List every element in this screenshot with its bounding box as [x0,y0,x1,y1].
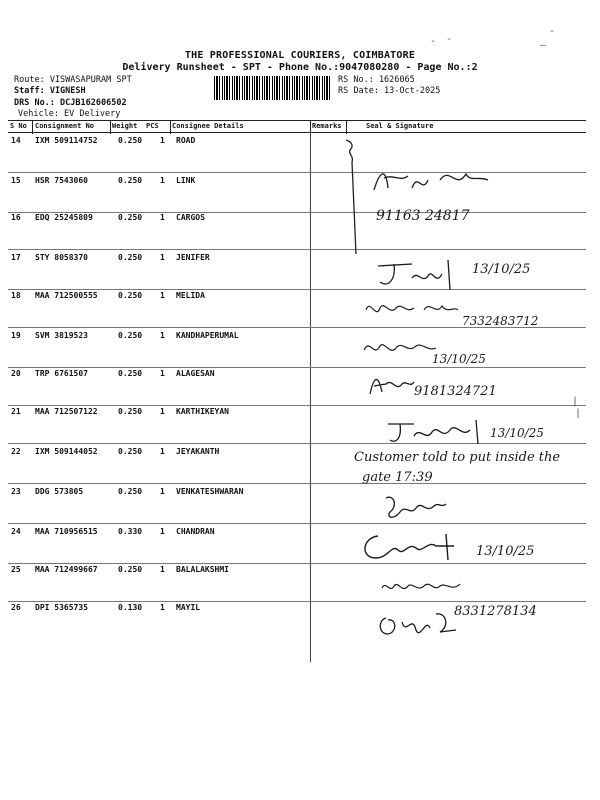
row-sno: 14 [11,136,21,145]
barcode [214,76,332,100]
row-sno: 16 [11,213,21,222]
row-pcs: 1 [160,407,165,416]
row-consignment: IXM 509114752 [35,136,98,145]
vehicle-label: Vehicle: EV Delivery [18,109,121,119]
row-weight: 0.250 [118,291,143,300]
row-consignee: LINK [176,176,196,185]
handwriting-phone: 9181324721 [414,384,497,399]
col-consignee: Consignee Details [172,122,244,130]
row-consignee: CHANDRAN [176,527,215,536]
signature-row-25 [378,576,468,598]
row-sno: 22 [11,447,21,456]
row-pcs: 1 [160,291,165,300]
signature-row-26 [376,608,466,644]
row-consignee: MAYIL [176,603,201,612]
row-weight: 0.250 [118,369,143,378]
handwriting-date: 13/10/25 [490,426,544,440]
table-row [8,484,586,524]
row-sno: 26 [11,603,21,612]
row-consignment: MAA 710956515 [35,527,98,536]
row-pcs: 1 [160,176,165,185]
row-consignee: ROAD [176,136,196,145]
row-weight: 0.250 [118,136,143,145]
handwriting-date: 13/10/25 [476,544,535,559]
route-label: Route: VISWASAPURAM SPT [14,75,132,85]
col-remarks: Remarks [312,122,342,130]
row-consignment: STY 8058370 [35,253,88,262]
row-pcs: 1 [160,447,165,456]
remarks-bracket [338,136,368,256]
company-title: THE PROFESSIONAL COURIERS, COIMBATORE [184,50,416,61]
signature-row-23 [380,490,450,524]
row-weight: 0.250 [118,487,143,496]
row-consignee: VENKATESHWARAN [176,487,244,496]
signature-row-20 [366,370,416,400]
handwriting-note: gate 17:39 [362,470,433,485]
scan-mark: — [540,40,547,51]
handwriting-note: Customer told to put inside the [354,450,561,465]
row-consignee: ALAGESAN [176,369,215,378]
row-sno: 18 [11,291,21,300]
signature-row-24 [358,530,468,564]
rs-date: RS Date: 13-Oct-2025 [338,86,441,96]
col-weight: Weight [112,122,138,130]
row-weight: 0.330 [118,527,143,536]
table-row [8,328,586,368]
signature-row-18 [362,294,462,324]
row-pcs: 1 [160,487,165,496]
scan-mark: - [446,34,453,45]
row-pcs: 1 [160,331,165,340]
row-sno: 19 [11,331,21,340]
row-consignee: BALALAKSHMI [176,565,229,574]
row-consignment: MAA 712500555 [35,291,98,300]
row-weight: 0.250 [118,447,143,456]
signature-row-17 [372,256,472,292]
row-consignment: DPI 5365735 [35,603,88,612]
row-sno: 20 [11,369,21,378]
row-consignment: HSR 7543060 [35,176,88,185]
row-sno: 17 [11,253,21,262]
runsheet-title: Delivery Runsheet - SPT - Phone No.:9047080280 - Page No.:2 [122,62,478,73]
row-pcs: 1 [160,565,165,574]
table-row [8,210,586,250]
row-consignee: JENIFER [176,253,210,262]
row-sno: 23 [11,487,21,496]
scan-mark: | [575,408,582,419]
row-weight: 0.250 [118,213,143,222]
staff-label: Staff: VIGNESH [14,86,86,96]
row-consignment: TRP 6761507 [35,369,88,378]
row-consignment: DDG 573805 [35,487,84,496]
row-consignee: JEYAKANTH [176,447,220,456]
row-consignment: EDQ 25245809 [35,213,93,222]
row-consignee: MELIDA [176,291,205,300]
row-pcs: 1 [160,253,165,262]
drs-number: DRS No.: DCJB162606502 [14,98,127,108]
row-weight: 0.250 [118,253,143,262]
col-seal: Seal & Signature [366,122,434,130]
scan-mark: - [549,26,556,37]
row-weight: 0.250 [118,407,143,416]
table-row [8,562,586,602]
signature-row-21 [384,416,494,448]
table-row [8,366,586,406]
row-consignment: SVM 3819523 [35,331,88,340]
signature-row-15 [370,160,510,200]
row-sno: 25 [11,565,21,574]
handwriting-phone: 8331278134 [454,604,537,619]
row-consignment: IXM 509144052 [35,447,98,456]
handwriting-date: 13/10/25 [432,352,486,366]
row-weight: 0.130 [118,603,143,612]
rs-number: RS No.: 1626065 [338,75,415,85]
row-sno: 15 [11,176,21,185]
handwriting-phone: 91163 24817 [376,208,470,224]
row-pcs: 1 [160,136,165,145]
row-pcs: 1 [160,603,165,612]
row-weight: 0.250 [118,331,143,340]
col-consignment: Consignment No [35,122,95,130]
col-sno: S No [10,122,27,130]
row-consignee: KANDHAPERUMAL [176,331,239,340]
row-consignment: MAA 712507122 [35,407,98,416]
scan-mark: | [572,396,579,407]
row-pcs: 1 [160,369,165,378]
row-weight: 0.250 [118,176,143,185]
row-sno: 24 [11,527,21,536]
row-consignment: MAA 712499667 [35,565,98,574]
row-pcs: 1 [160,527,165,536]
row-sno: 21 [11,407,21,416]
row-weight: 0.250 [118,565,143,574]
row-pcs: 1 [160,213,165,222]
signature-row-19 [360,336,440,360]
handwriting-date: 13/10/25 [472,262,531,277]
scan-mark: - [430,36,437,47]
handwriting-phone: 7332483712 [462,314,539,328]
table-top-border [8,120,586,121]
row-consignee: CARGOS [176,213,205,222]
row-consignee: KARTHIKEYAN [176,407,229,416]
col-pcs: PCS [146,122,159,130]
